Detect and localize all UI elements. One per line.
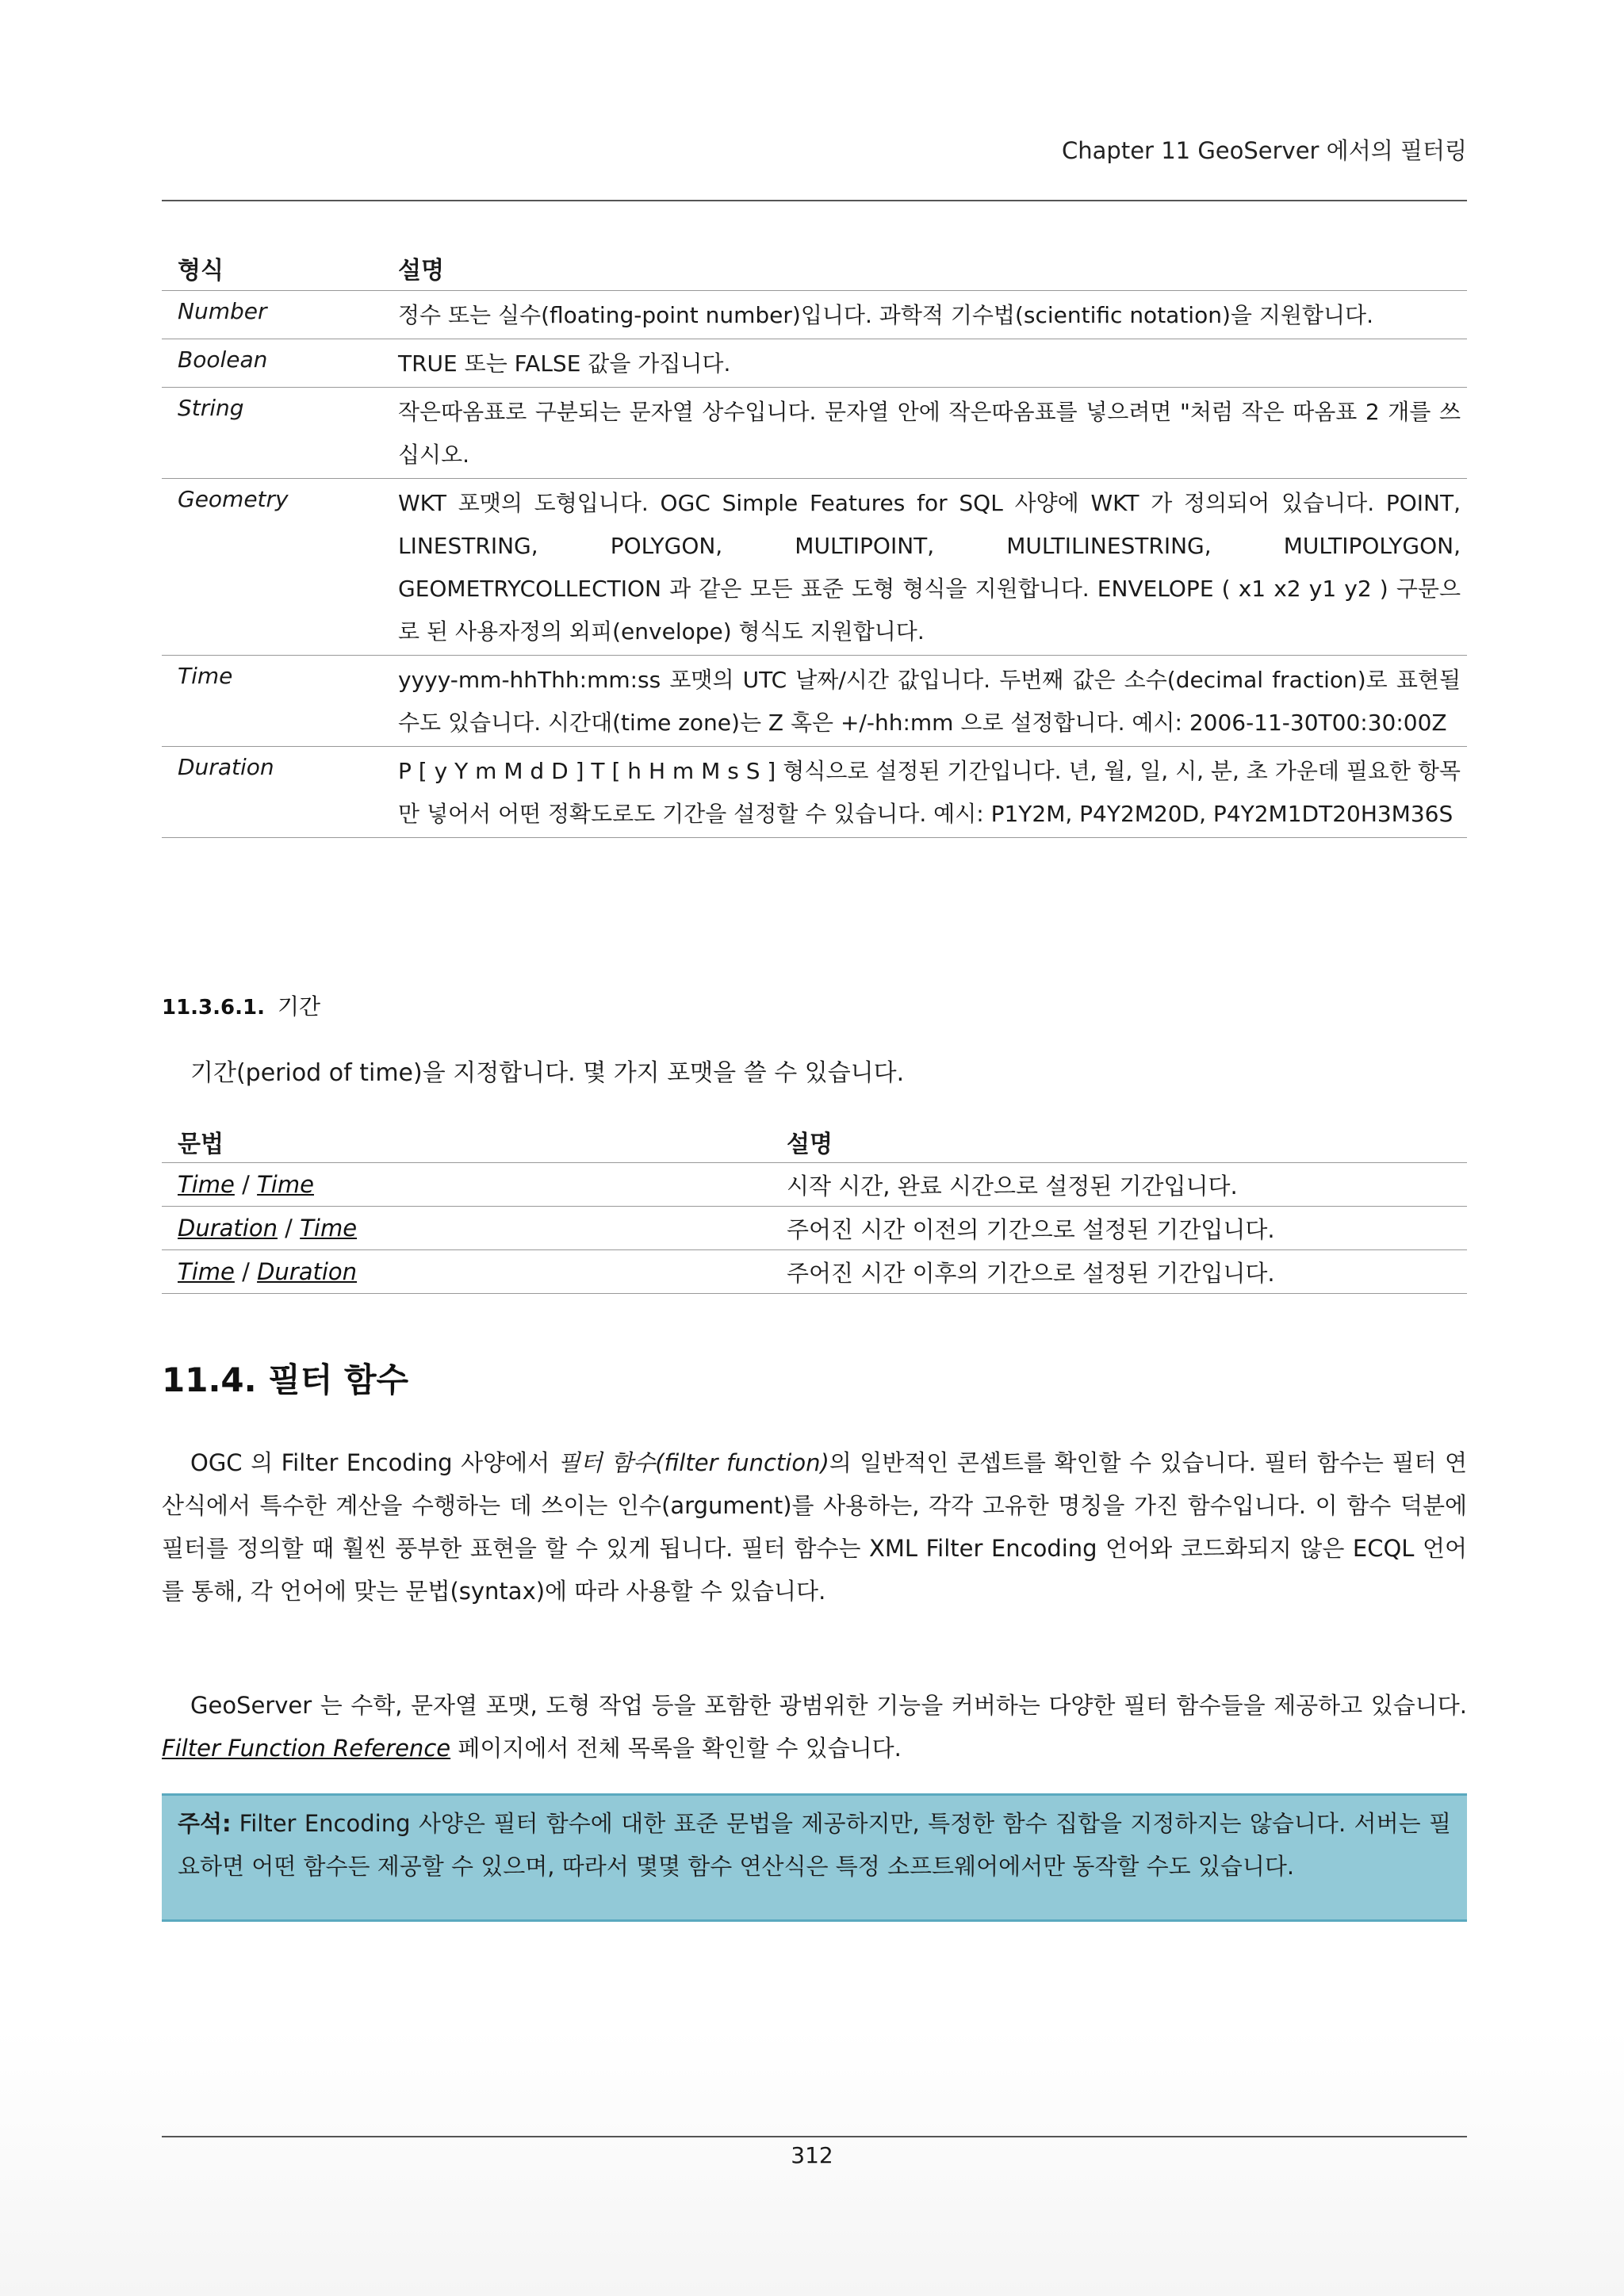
type-name: Boolean	[162, 339, 382, 388]
table-row	[162, 747, 1467, 838]
column-header-description: 설명	[382, 244, 1467, 291]
type-description: yyyy-mm-hhThh:mm:ss 포맷의 UTC 날짜/시간 값입니다. 두번째 값은 소수(decimal fraction)로 표현될 수도 있습니다. 시간대(time zone)는 Z 혹은 +/-hh:mm 으로 설정합니다. 예시: 2006-11-30T00:30:00Z	[382, 656, 1467, 747]
type-description: TRUE 또는 FALSE 값을 가집니다.	[382, 339, 1467, 388]
table-row	[162, 1250, 1467, 1294]
type-description: 정수 또는 실수(floating-point number)입니다. 과학적 기수법(scientific notation)을 지원합니다.	[382, 291, 1467, 339]
column-header-syntax: 문법	[162, 1119, 771, 1163]
table-header-row	[162, 244, 1467, 291]
column-header-description: 설명	[771, 1119, 1467, 1163]
paragraph-text: GeoServer 는 수학, 문자열 포맷, 도형 작업 등을 포함한 광범위한 기능을 커버하는 다양한 필터 함수들을 제공하고 있습니다.	[190, 1692, 1467, 1719]
table-header-row	[162, 1119, 1467, 1163]
type-description: 작은따옴표로 구분되는 문자열 상수입니다. 문자열 안에 작은따옴표를 넣으려면 "처럼 작은 따옴표 2 개를 쓰십시오.	[382, 388, 1467, 479]
syntax-separator: /	[277, 1215, 301, 1242]
type-name: Duration	[162, 747, 382, 838]
type-description: P [ y Y m M d D ] T [ h H m M s S ] 형식으로 설정된 기간입니다. 년, 월, 일, 시, 분, 초 가운데 필요한 항목만 넣어서 어떤 정확도로도 기간을 설정할 수 있습니다. 예시: P1Y2M, P4Y2M20D, P4Y2M1DT20H3M36S	[382, 747, 1467, 838]
table-row	[162, 656, 1467, 747]
syntax-cell	[162, 1250, 771, 1294]
table-row	[162, 291, 1467, 339]
type-name: Number	[162, 291, 382, 339]
type-description: WKT 포맷의 도형입니다. OGC Simple Features for SQL 사양에 WKT 가 정의되어 있습니다. POINT, LINESTRING, POLYGON, MULTIPOINT, MULTILINESTRING, MULTIPOLYGON, GEOMETRYCOLLECTION 과 같은 모든 표준 도형 형식을 지원합니다. ENVELOPE ( x1 x2 y1 y2 ) 구문으로 된 사용자정의 외피(envelope) 형식도 지원합니다.	[382, 479, 1467, 656]
table-row	[162, 388, 1467, 479]
time-link[interactable]: Time	[300, 1215, 358, 1242]
syntax-description: 주어진 시간 이전의 기간으로 설정된 기간입니다.	[771, 1207, 1467, 1250]
page-number: 312	[791, 2142, 833, 2168]
period-intro-text: 기간(period of time)을 지정합니다. 몇 가지 포맷을 쓸 수 있습니다.	[190, 1059, 905, 1087]
syntax-cell	[162, 1207, 771, 1250]
duration-link[interactable]: Duration	[257, 1258, 358, 1285]
footer-rule	[162, 2136, 1467, 2137]
column-header-type: 형식	[162, 244, 382, 291]
table-row	[162, 1207, 1467, 1250]
syntax-separator: /	[234, 1171, 258, 1198]
time-link[interactable]: Time	[178, 1171, 235, 1198]
syntax-cell	[162, 1163, 771, 1207]
running-header: Chapter 11 GeoServer 에서의 필터링	[1062, 137, 1467, 164]
paragraph-filter-functions	[162, 1441, 1467, 1613]
subsection-title: 기간	[277, 993, 321, 1020]
period-syntax-table	[162, 1119, 1467, 1294]
paragraph-text: 의 일반적인 콘셉트를 확인할 수 있습니다. 필터 함수는 필터 연산식에서 특수한 계산을 수행하는 데 쓰이는 인수(argument)를 사용하는, 각각 고유한 명칭을 가진 함수입니다. 이 함수 덕분에 필터를 정의할 때 훨씬 풍부한 표현을 할 수 있게 됩니다. 필터 함수는 XML Filter Encoding 언어와 코드화되지 않은 ECQL 언어를 통해, 각 언어에 맞는 문법(syntax)에 따라 사용할 수 있습니다.	[162, 1449, 1467, 1605]
paragraph-geoserver-functions	[162, 1684, 1467, 1770]
note-label: 주석:	[178, 1810, 232, 1837]
paragraph-text: OGC 의 Filter Encoding 사양에서	[190, 1449, 558, 1476]
header-rule	[162, 200, 1467, 201]
paragraph-text: 페이지에서 전체 목록을 확인할 수 있습니다.	[450, 1735, 902, 1762]
syntax-description: 시작 시간, 완료 시간으로 설정된 기간입니다.	[771, 1163, 1467, 1207]
subsection-number: 11.3.6.1.	[162, 996, 265, 1020]
table-row	[162, 339, 1467, 388]
table-row	[162, 479, 1467, 656]
type-name: String	[162, 388, 382, 479]
filter-function-reference-link[interactable]: Filter Function Reference	[162, 1735, 451, 1762]
type-name: Geometry	[162, 479, 382, 656]
type-name: Time	[162, 656, 382, 747]
filter-function-term: 필터 함수(filter function)	[557, 1449, 829, 1476]
syntax-separator: /	[234, 1258, 258, 1285]
data-type-table	[162, 244, 1467, 838]
section-title: 11.4. 필터 함수	[162, 1360, 409, 1399]
note-text: Filter Encoding 사양은 필터 함수에 대한 표준 문법을 제공하지만, 특정한 함수 집합을 지정하지는 않습니다. 서버는 필요하면 어떤 함수든 제공할 수 있으며, 따라서 몇몇 함수 연산식은 특정 소프트웨어에서만 동작할 수도 있습니다.	[178, 1810, 1451, 1880]
subsection-heading	[162, 989, 320, 1021]
note-box	[162, 1793, 1467, 1922]
syntax-description: 주어진 시간 이후의 기간으로 설정된 기간입니다.	[771, 1250, 1467, 1294]
time-link[interactable]: Time	[178, 1258, 235, 1285]
time-link[interactable]: Time	[257, 1171, 314, 1198]
table-row	[162, 1163, 1467, 1207]
duration-link[interactable]: Duration	[178, 1215, 278, 1242]
